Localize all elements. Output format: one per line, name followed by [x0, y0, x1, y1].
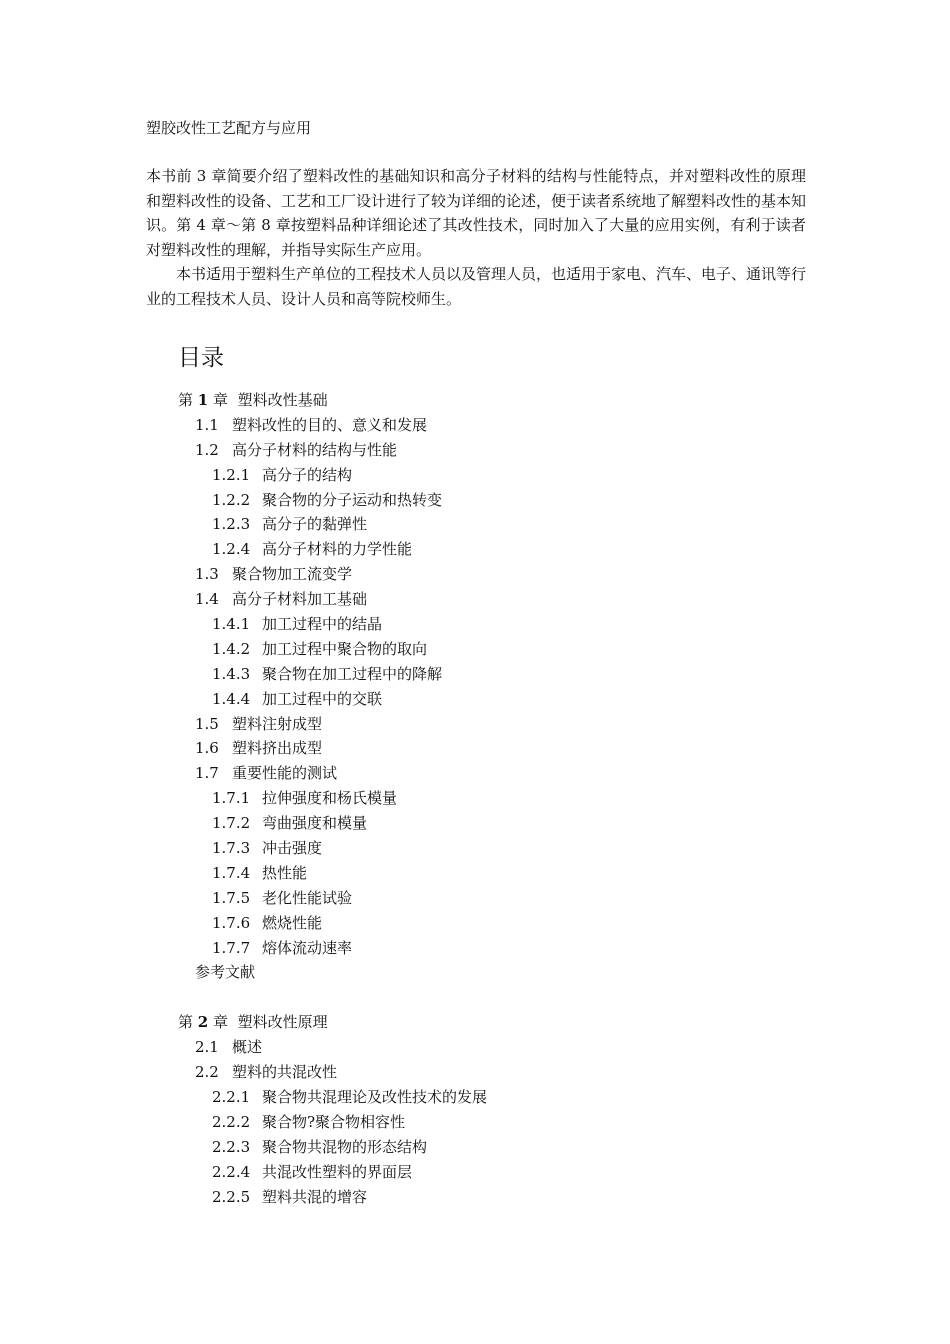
- intro-paragraph-1: 本书前 3 章简要介绍了塑料改性的基础知识和高分子材料的结构与性能特点，并对塑料改性的原理和塑料改性的设备、工艺和工厂设计进行了较为详细的论述，便于读者系统地了解塑料改性的基本知识。第 4 章～第 8 章按塑料品种详细论述了其改性技术，同时加入了大量的应用实例，有利于读者对塑料改性的理解，并指导实际生产应用。: [146, 167, 807, 259]
- toc-item[interactable]: [0, 1085, 950, 1110]
- toc-item[interactable]: [0, 687, 950, 712]
- section-title: 老化性能试验: [262, 888, 353, 907]
- section-number: 1.2.1: [212, 465, 251, 484]
- section-title: 拉伸强度和杨氏模量: [262, 789, 398, 808]
- chapter-suffix: 章: [213, 391, 229, 409]
- section-number: 1.1: [195, 415, 219, 434]
- section-number: 1.7: [195, 764, 219, 783]
- section-number: 1.2.2: [212, 490, 251, 509]
- section-number: 1.4.4: [212, 689, 251, 708]
- section-number: 1.6: [195, 739, 219, 758]
- section-title: 加工过程中的结晶: [262, 615, 383, 634]
- toc-item[interactable]: [0, 537, 950, 562]
- intro-paragraph-2: 本书适用于塑料生产单位的工程技术人员以及管理人员，也适用于家电、汽车、电子、通讯等行业的工程技术人员、设计人员和高等院校师生。: [146, 265, 807, 308]
- section-title: 熔体流动速率: [262, 938, 353, 957]
- section-title: 重要性能的测试: [232, 764, 338, 783]
- section-number: 2.1: [195, 1038, 219, 1057]
- section-title: 高分子材料加工基础: [232, 590, 368, 609]
- section-title: 高分子的黏弹性: [262, 515, 368, 534]
- toc-item[interactable]: [0, 1060, 950, 1085]
- section-title: 弯曲强度和模量: [262, 814, 368, 833]
- section-number: 1.7.2: [212, 814, 251, 833]
- section-number: 2.2.3: [212, 1137, 251, 1156]
- section-number: 1.4.3: [212, 664, 251, 683]
- toc-item[interactable]: [0, 736, 950, 761]
- toc-item[interactable]: [0, 861, 950, 886]
- section-title: 聚合物在加工过程中的降解: [262, 664, 443, 683]
- section-number: 1.7.4: [212, 863, 251, 882]
- toc-item[interactable]: [0, 512, 950, 537]
- section-title: 高分子的结构: [262, 465, 353, 484]
- toc-item[interactable]: [0, 886, 950, 911]
- section-number: 2.2.4: [212, 1162, 251, 1181]
- book-title: 塑胶改性工艺配方与应用: [146, 119, 312, 137]
- section-number: 1.3: [195, 565, 219, 584]
- toc-item[interactable]: [0, 1185, 950, 1210]
- toc-item[interactable]: [0, 836, 950, 861]
- section-number: 1.2.4: [212, 540, 251, 559]
- section-title: 加工过程中的交联: [262, 689, 383, 708]
- section-number: 2.2: [195, 1063, 219, 1082]
- toc-item[interactable]: [0, 413, 950, 438]
- toc-item[interactable]: [0, 488, 950, 513]
- section-title: 塑料改性的目的、意义和发展: [232, 415, 428, 434]
- section-title: 塑料共混的增容: [262, 1187, 368, 1206]
- toc-item[interactable]: [0, 562, 950, 587]
- section-number: 1.7.7: [212, 938, 251, 957]
- section-title: 高分子材料的结构与性能: [232, 440, 398, 459]
- toc-item[interactable]: [0, 463, 950, 488]
- section-title: 燃烧性能: [262, 913, 323, 932]
- section-number: 1.7.6: [212, 913, 251, 932]
- section-title: 热性能: [262, 863, 308, 882]
- section-title: 塑料挤出成型: [232, 739, 323, 758]
- section-number: 1.4.2: [212, 639, 251, 658]
- section-number: 1.2.3: [212, 515, 251, 534]
- section-title: 冲击强度: [262, 839, 323, 858]
- toc-item[interactable]: [0, 637, 950, 662]
- chapter-title: 塑料改性基础: [237, 391, 328, 409]
- section-title: 概述: [232, 1038, 263, 1057]
- section-title: 聚合物的分子运动和热转变: [262, 490, 443, 509]
- book-introduction: [146, 164, 806, 311]
- chapter-prefix: 第: [178, 1013, 194, 1032]
- toc-references[interactable]: 参考文献: [195, 963, 256, 982]
- chapter-title: 塑料改性原理: [237, 1013, 328, 1032]
- section-number: 1.5: [195, 714, 219, 733]
- section-number: 1.2: [195, 440, 219, 459]
- section-number: 2.2.2: [212, 1112, 251, 1131]
- toc-item[interactable]: [0, 662, 950, 687]
- toc-item[interactable]: [0, 587, 950, 612]
- section-number: 1.4: [195, 590, 219, 609]
- chapter-prefix: 第: [178, 391, 194, 409]
- toc-item[interactable]: [0, 612, 950, 637]
- toc-item[interactable]: [0, 936, 950, 961]
- section-number: 2.2.1: [212, 1088, 251, 1107]
- toc-item[interactable]: [0, 1035, 950, 1060]
- table-of-contents: [0, 388, 950, 1210]
- toc-chapter-2[interactable]: [0, 1010, 950, 1035]
- section-title: 聚合物共混理论及改性技术的发展: [262, 1088, 488, 1107]
- toc-item[interactable]: [0, 1160, 950, 1185]
- section-number: 2.2.5: [212, 1187, 251, 1206]
- section-title: 共混改性塑料的界面层: [262, 1162, 413, 1181]
- chapter-number: 2: [197, 1013, 209, 1032]
- toc-item[interactable]: [0, 911, 950, 936]
- section-title: 高分子材料的力学性能: [262, 540, 413, 559]
- section-number: 1.7.5: [212, 888, 251, 907]
- toc-item[interactable]: [0, 811, 950, 836]
- toc-item[interactable]: [0, 712, 950, 737]
- toc-chapter-1[interactable]: [0, 388, 950, 413]
- section-title: 塑料的共混改性: [232, 1063, 338, 1082]
- toc-heading: 目录: [178, 345, 224, 371]
- section-title: 聚合物?聚合物相容性: [262, 1112, 406, 1131]
- section-number: 1.4.1: [212, 615, 251, 634]
- toc-item[interactable]: [0, 1110, 950, 1135]
- section-number: 1.7.3: [212, 839, 251, 858]
- section-title: 塑料注射成型: [232, 714, 323, 733]
- section-title: 加工过程中聚合物的取向: [262, 639, 428, 658]
- section-title: 聚合物共混物的形态结构: [262, 1137, 428, 1156]
- toc-item[interactable]: [0, 1135, 950, 1160]
- section-title: 聚合物加工流变学: [232, 565, 353, 584]
- chapter-suffix: 章: [213, 1013, 229, 1032]
- toc-item[interactable]: [0, 786, 950, 811]
- toc-item[interactable]: [0, 761, 950, 786]
- toc-item[interactable]: [0, 438, 950, 463]
- chapter-number: 1: [197, 391, 209, 409]
- section-number: 1.7.1: [212, 789, 251, 808]
